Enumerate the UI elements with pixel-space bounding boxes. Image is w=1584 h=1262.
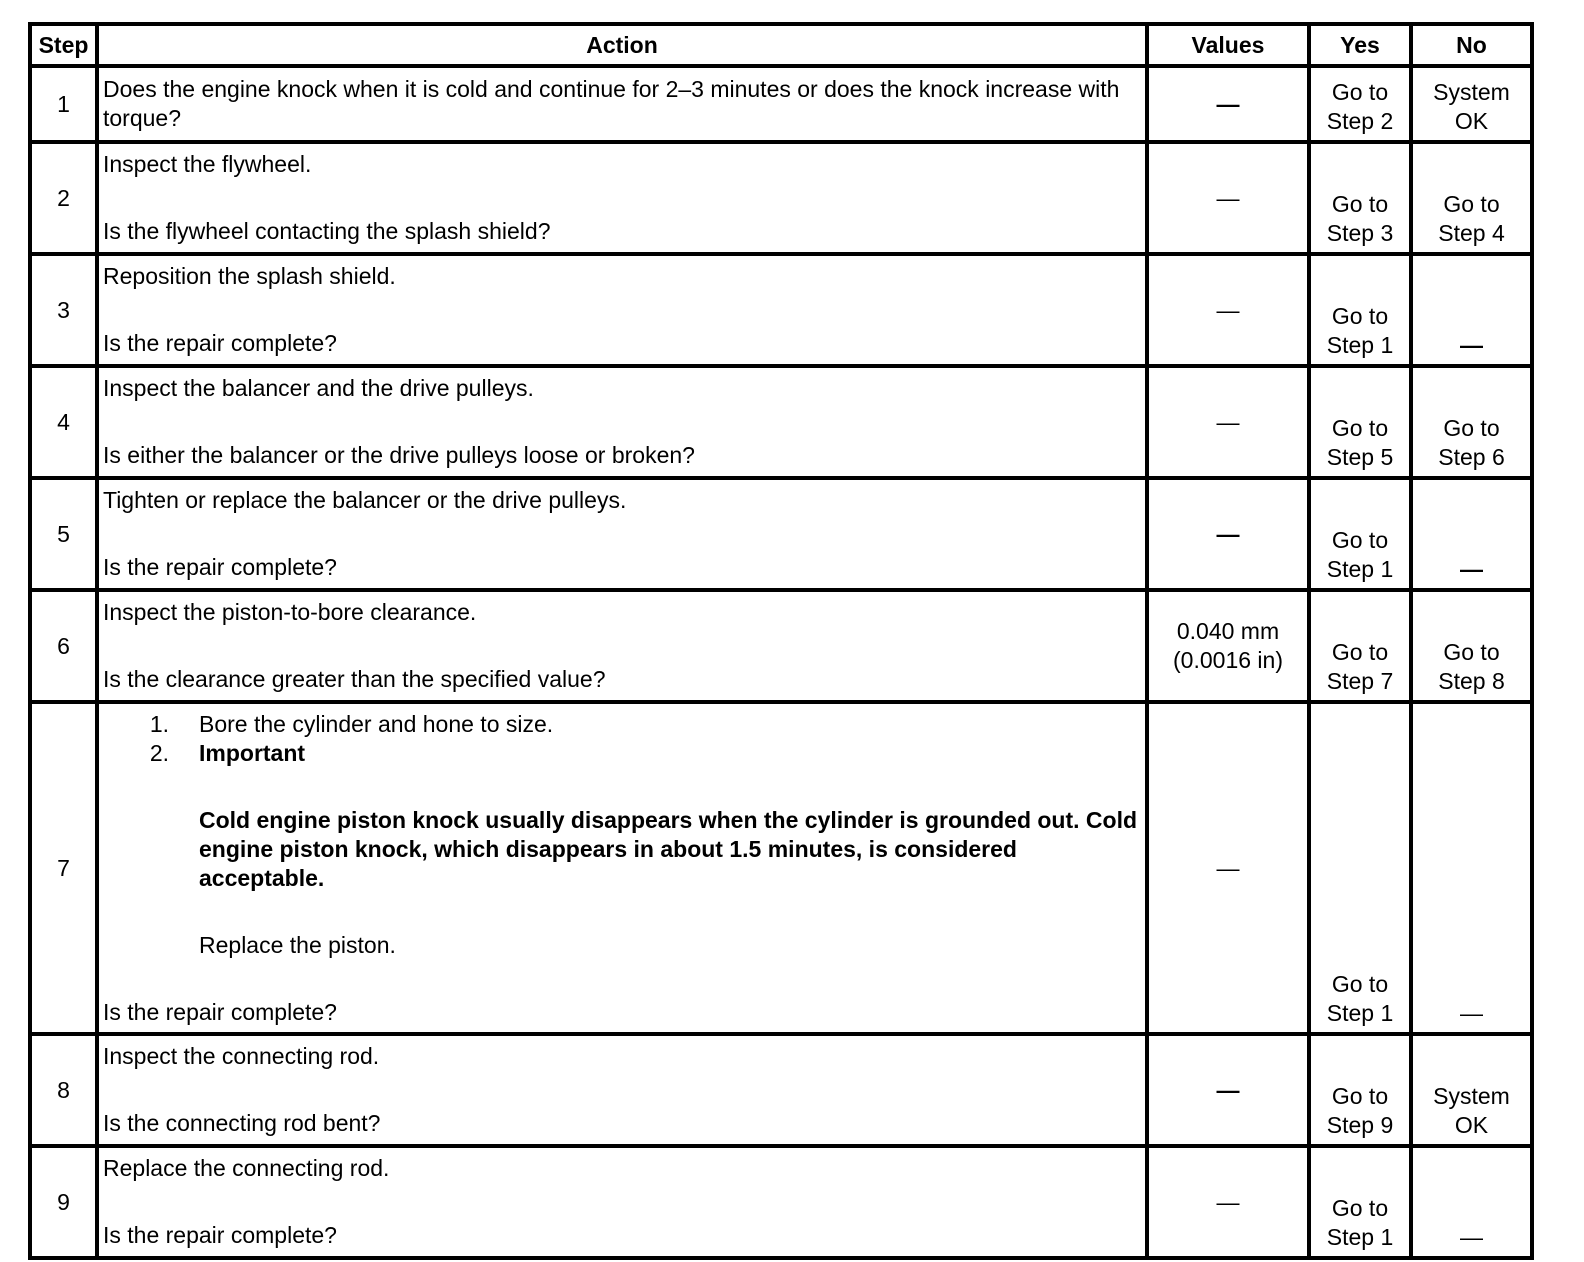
values-cell: —	[1147, 366, 1309, 478]
no-cell	[1411, 1146, 1532, 1258]
no-cell	[1411, 254, 1532, 366]
yes-cell	[1309, 1146, 1411, 1258]
question-text: Is the repair complete?	[103, 998, 337, 1025]
action-cell	[97, 1034, 1147, 1146]
yes-cell	[1309, 590, 1411, 702]
yes-line: Go to	[1331, 79, 1389, 105]
no-line: OK	[1454, 108, 1489, 134]
yes-line: Step 1	[1326, 1224, 1394, 1250]
no-line: System	[1433, 79, 1510, 105]
header-no: No	[1411, 24, 1532, 66]
table-row	[30, 366, 1532, 478]
question-text: Is the clearance greater than the specified value?	[103, 666, 606, 692]
table-row	[30, 254, 1532, 366]
values-cell: —	[1147, 478, 1309, 590]
step-number: 7	[30, 702, 97, 1034]
action-cell	[97, 590, 1147, 702]
step-number: 8	[30, 1034, 97, 1146]
action-text: Reposition the splash shield.	[103, 263, 396, 289]
step-number: 6	[30, 590, 97, 702]
action-text: Inspect the flywheel.	[103, 151, 312, 177]
values-cell: —	[1147, 66, 1309, 142]
no-line: Step 8	[1438, 668, 1505, 694]
table-row	[30, 1146, 1532, 1258]
no-line: Go to	[1443, 415, 1500, 441]
yes-line: Step 3	[1326, 220, 1394, 246]
table-row	[30, 702, 1532, 1034]
question-text: Is the connecting rod bent?	[103, 1110, 381, 1136]
value-line: (0.0016 in)	[1173, 647, 1283, 673]
yes-line: Go to	[1331, 191, 1389, 217]
question-text: Is either the balancer or the drive pulleys loose or broken?	[103, 442, 695, 468]
step-number: 2	[30, 142, 97, 254]
action-text: Inspect the balancer and the drive pulleys.	[103, 375, 534, 401]
question-text: Is the repair complete?	[103, 1222, 337, 1248]
question-text: Is the repair complete?	[103, 554, 337, 580]
action-cell	[97, 478, 1147, 590]
step-number: 1	[30, 66, 97, 142]
no-line: —	[1460, 332, 1483, 358]
diagnostic-table	[28, 22, 1534, 1260]
no-cell	[1411, 366, 1532, 478]
list-number: 2.	[149, 739, 169, 766]
table-row	[30, 1034, 1532, 1146]
yes-cell	[1309, 1034, 1411, 1146]
action-text: Does the engine knock when it is cold and continue for 2–3 minutes or does the knock increase with torque?	[103, 76, 1120, 131]
yes-line: Step 1	[1326, 332, 1394, 358]
no-cell	[1411, 1034, 1532, 1146]
yes-line: Step 1	[1326, 556, 1394, 582]
yes-line: Go to	[1331, 1195, 1389, 1221]
yes-line: Go to	[1331, 303, 1389, 329]
yes-cell	[1309, 254, 1411, 366]
no-line: Step 6	[1438, 444, 1505, 470]
action-text: Inspect the piston-to-bore clearance.	[103, 599, 477, 625]
no-line: System	[1433, 1083, 1510, 1109]
list-text: Bore the cylinder and hone to size.	[199, 710, 554, 737]
no-line: —	[1460, 1000, 1483, 1026]
table-row	[30, 66, 1532, 142]
no-cell	[1411, 478, 1532, 590]
action-cell	[97, 254, 1147, 366]
table-row	[30, 142, 1532, 254]
value-line: 0.040 mm	[1176, 618, 1280, 644]
action-cell	[97, 702, 1147, 1034]
no-line: Go to	[1443, 191, 1500, 217]
list-item	[103, 710, 1141, 739]
no-cell	[1411, 702, 1532, 1034]
header-values: Values	[1147, 24, 1309, 66]
list-number: 1.	[149, 710, 169, 737]
values-cell: —	[1147, 1034, 1309, 1146]
no-line: OK	[1454, 1112, 1489, 1138]
yes-cell	[1309, 66, 1411, 142]
step-number: 5	[30, 478, 97, 590]
values-cell	[1147, 590, 1309, 702]
yes-line: Go to	[1331, 415, 1389, 441]
question-text: Is the flywheel contacting the splash shield?	[103, 218, 551, 244]
action-cell	[97, 366, 1147, 478]
no-line: Step 4	[1438, 220, 1505, 246]
step-number: 3	[30, 254, 97, 366]
yes-cell	[1309, 702, 1411, 1034]
no-line: Go to	[1443, 639, 1500, 665]
header-row	[30, 24, 1532, 66]
yes-line: Step 1	[1326, 1000, 1394, 1026]
yes-line: Step 9	[1326, 1112, 1394, 1138]
no-cell	[1411, 66, 1532, 142]
table-row	[30, 478, 1532, 590]
list-item	[103, 739, 1141, 768]
no-line: —	[1460, 1224, 1483, 1250]
step-number: 9	[30, 1146, 97, 1258]
values-cell: —	[1147, 1146, 1309, 1258]
step-number: 4	[30, 366, 97, 478]
yes-cell	[1309, 142, 1411, 254]
header-step: Step	[30, 24, 97, 66]
yes-cell	[1309, 478, 1411, 590]
yes-line: Go to	[1331, 527, 1389, 553]
header-action: Action	[97, 24, 1147, 66]
action-text: Replace the connecting rod.	[103, 1155, 390, 1181]
important-label: Important	[199, 739, 306, 766]
important-note: Cold engine piston knock usually disappears when the cylinder is grounded out. Cold engine piston knock, which disappears in about 1.5 minutes, is considered acceptable.	[199, 806, 1138, 891]
yes-line: Step 2	[1326, 108, 1394, 134]
yes-line: Go to	[1331, 971, 1389, 997]
yes-line: Step 5	[1326, 444, 1394, 470]
values-cell: —	[1147, 702, 1309, 1034]
action-text: Tighten or replace the balancer or the drive pulleys.	[103, 487, 627, 513]
action-cell	[97, 66, 1147, 142]
action-cell	[97, 1146, 1147, 1258]
no-cell	[1411, 142, 1532, 254]
values-cell: —	[1147, 142, 1309, 254]
yes-line: Go to	[1331, 1083, 1389, 1109]
action-text: Inspect the connecting rod.	[103, 1043, 380, 1069]
no-line: —	[1460, 556, 1483, 582]
question-text: Is the repair complete?	[103, 330, 337, 356]
action-cell	[97, 142, 1147, 254]
values-cell: —	[1147, 254, 1309, 366]
table-row	[30, 590, 1532, 702]
yes-line: Go to	[1331, 639, 1389, 665]
yes-cell	[1309, 366, 1411, 478]
header-yes: Yes	[1309, 24, 1411, 66]
yes-line: Step 7	[1326, 668, 1394, 694]
no-cell	[1411, 590, 1532, 702]
instruction-text: Replace the piston.	[199, 931, 396, 958]
